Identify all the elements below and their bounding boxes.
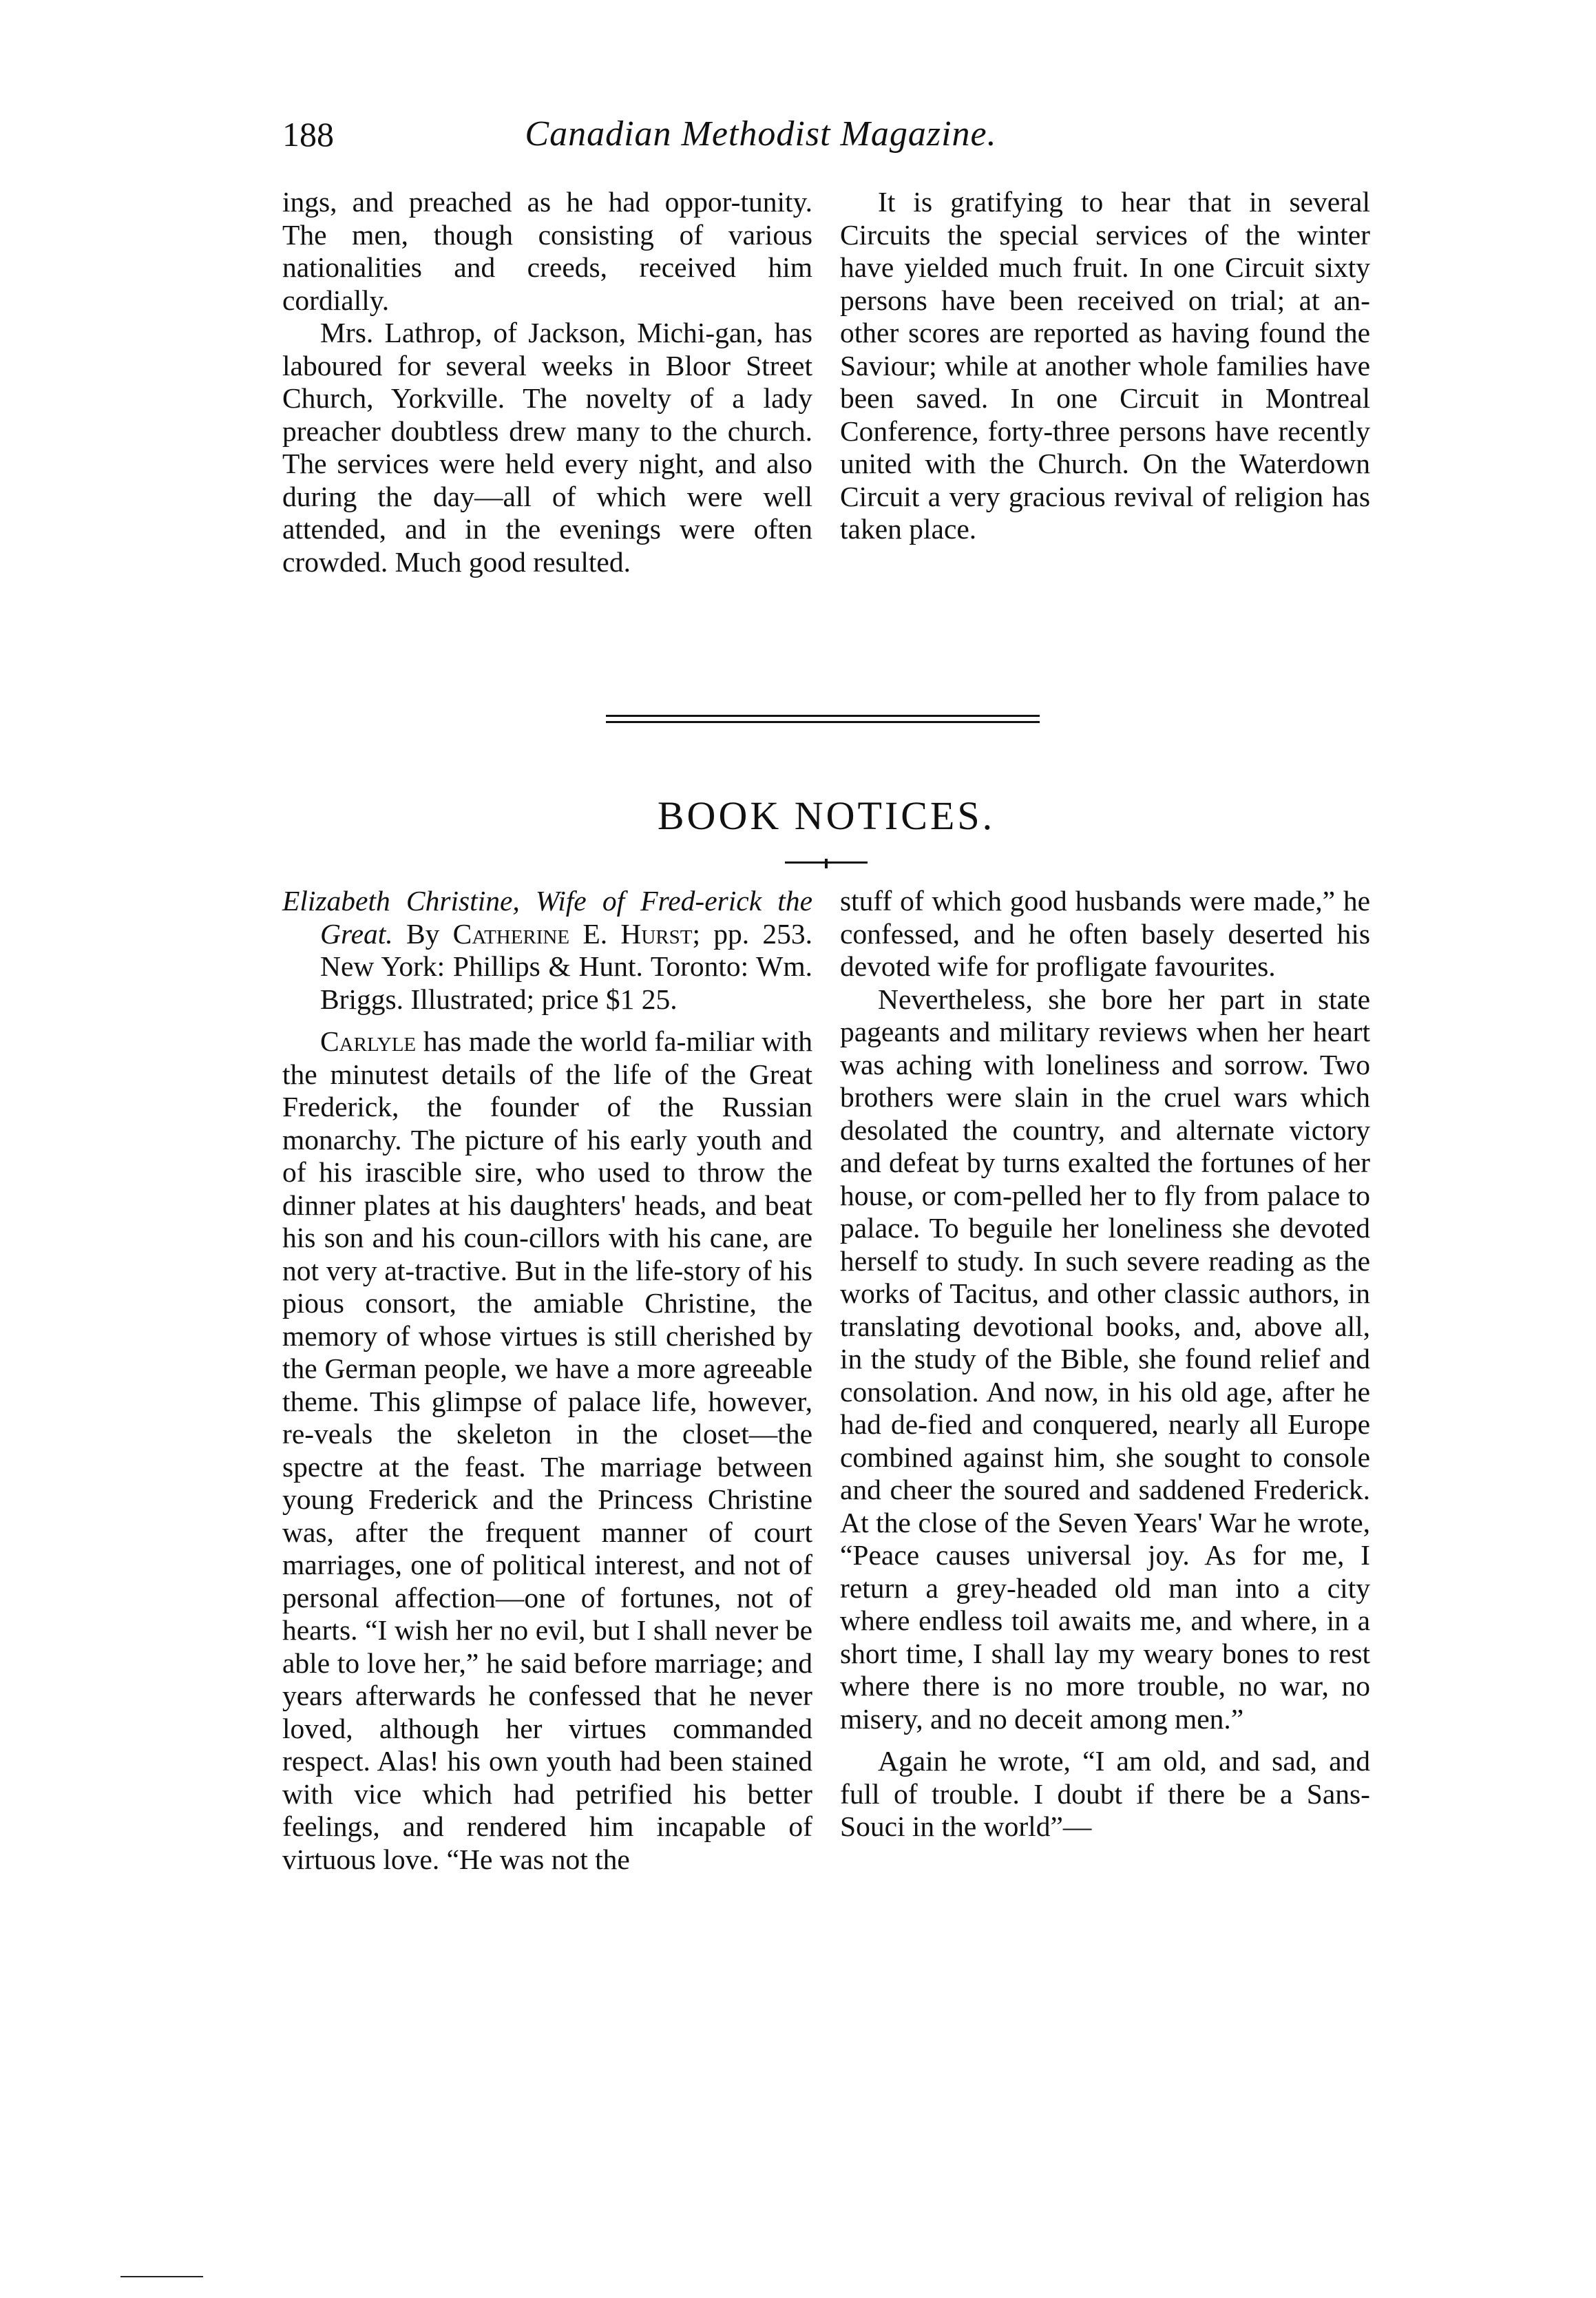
paragraph: ings, and preached as he had oppor-tunity. The men, though consisting of various nationalities and creeds, received him cordially. bbox=[282, 186, 812, 316]
lead-word: Carlyle bbox=[320, 1025, 417, 1057]
paragraph: Nevertheless, she bore her part in state pageants and military reviews when her heart was aching with loneliness and sorrow. Two brothers were slain in the cruel wars which desolated the country, and alternate victory and defeat by turns exalted the fortunes of her house, or com-pelled her to fly from palace to palace. To beguile her loneliness she devoted herself to study. In such severe reading as the works of Tacitus, and other classic authors, in translating devotional books, and, above all, in the study of the Bible, she found relief and consolation. And now, in his old age, after he had de-fied and conquered, nearly all Europe combined against him, she sought to console and cheer the soured and saddened Frederick. At the close of the Seven Years' War he wrote, “Peace causes universal joy. As for me, I return a grey-headed old man into a city where endless toil awaits me, and where, in a short time, I shall lay my weary bones to rest where there is no more trouble, no war, no misery, and no deceit among men.” bbox=[840, 983, 1370, 1735]
paragraph: It is gratifying to hear that in several Circuits the special services of the winter have yielded much fruit. In one Circuit sixty persons have been received on trial; at an-other scores are reported as having found the Saviour; while at another whole families have been saved. In one Circuit in Montreal Conference, forty-three persons have recently united with the Church. On the Waterdown Circuit a very gracious revival of religion has taken place. bbox=[840, 186, 1370, 545]
book-by: By bbox=[406, 917, 440, 950]
book-citation bbox=[282, 885, 812, 1016]
paragraph: Again he wrote, “I am old, and sad, and full of trouble. I doubt if there be a Sans-Souci in the world”— bbox=[840, 1745, 1370, 1842]
paragraph bbox=[282, 1025, 812, 1876]
footer-rule bbox=[120, 2276, 203, 2277]
paragraph: Mrs. Lathrop, of Jackson, Michi-gan, has laboured for several weeks in Bloor Street Church, Yorkville. The novelty of a lady preacher doubtless drew many to the church. The services were held every night, and also during the day—all of which were well attended, and in the evenings were often crowded. Much good resulted. bbox=[282, 317, 812, 578]
heading-ornament bbox=[785, 859, 868, 868]
book-details: ; pp. 253. New York: Phillips & Hunt. Toronto: Wm. Briggs. Illustrated; price $1 25. bbox=[320, 917, 813, 1015]
paragraph: stuff of which good husbands were made,” he confessed, and he often basely deserted his devoted wife for profligate favourites. bbox=[840, 885, 1370, 982]
top-right-column bbox=[840, 186, 1370, 546]
book-author: Catherine E. Hurst bbox=[452, 917, 693, 950]
paragraph-text: has made the world fa-miliar with the minutest details of the life of the Great Frederick, the founder of the Russian monarchy. The picture of his early youth and of his irascible sire, who used to throw the dinner plates at his daughters' heads, and beat his son and his coun-cillors with his cane, are not very at-tractive. But in the life-story of his pious consort, the amiable Christine, the memory of whose virtues is still cherished by the German people, we have a more agreeable theme. This glimpse of palace life, however, re-veals the skeleton in the closet—the spectre at the feast. The marriage between young Frederick and the Princess Christine was, after the frequent manner of court marriages, one of political interest, and not of personal affection—one of fortunes, not of hearts. “I wish her no evil, but I shall never be able to love her,” he said before marriage; and years afterwards he confessed that he never loved, although her virtues commanded respect. Alas! his own youth had been stained with vice which had petrified his better feelings, and rendered him incapable of virtuous love. “He was not the bbox=[282, 1025, 812, 1875]
page-header bbox=[282, 114, 1115, 162]
top-left-column bbox=[282, 186, 812, 578]
book-title: Elizabeth Christine, Wife of Fred-erick the Great. bbox=[282, 885, 812, 950]
book-notice-right-column bbox=[840, 885, 1370, 1843]
page-number: 188 bbox=[282, 115, 334, 154]
book-notice-left-column bbox=[282, 885, 812, 1876]
section-heading: BOOK NOTICES. bbox=[657, 793, 996, 838]
running-title: Canadian Methodist Magazine. bbox=[525, 114, 997, 154]
section-divider-rule bbox=[606, 715, 1040, 724]
